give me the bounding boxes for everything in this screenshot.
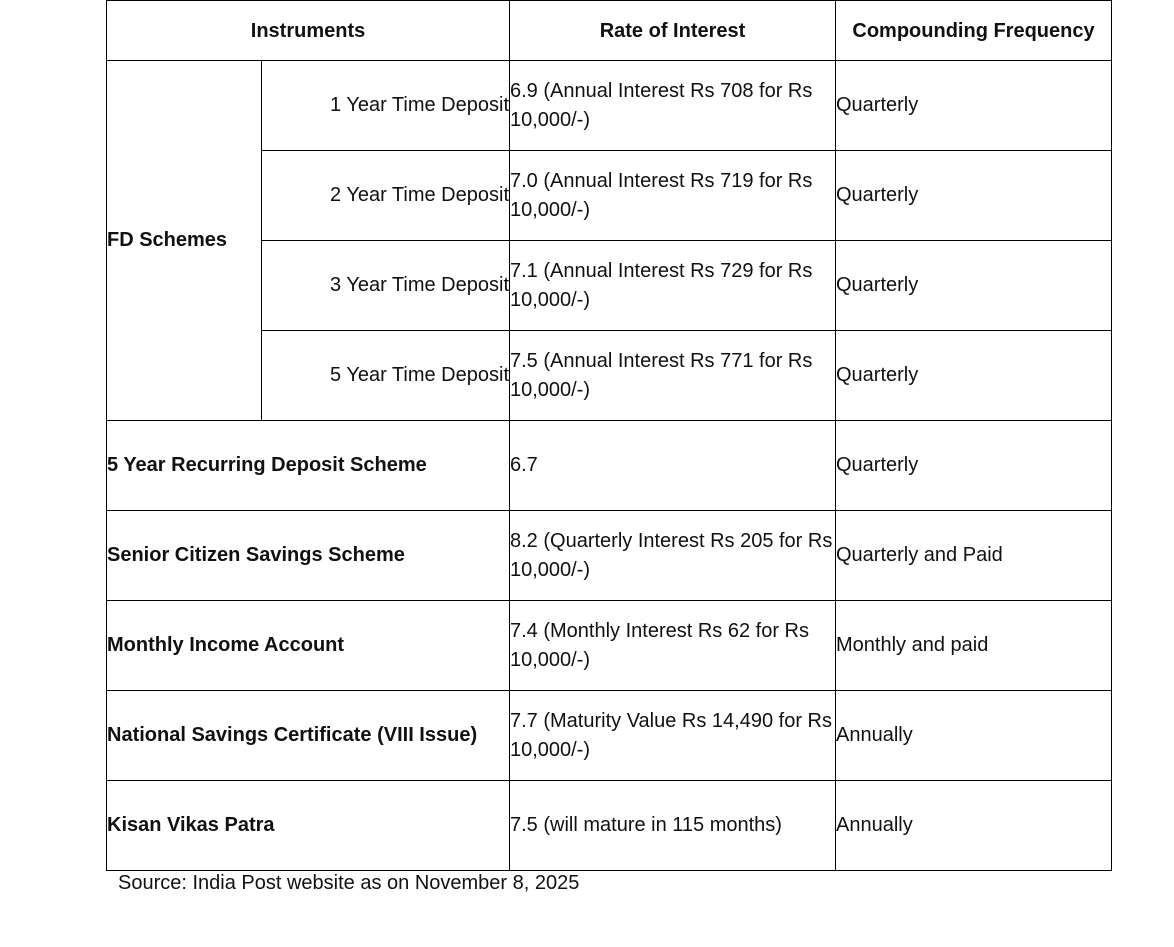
compounding-frequency: Quarterly (836, 241, 1112, 331)
interest-rate: 7.0 (Annual Interest Rs 719 for Rs 10,000/-) (510, 151, 836, 241)
table-row (107, 421, 1112, 511)
interest-rate: 6.7 (510, 421, 836, 511)
compounding-frequency: Quarterly (836, 61, 1112, 151)
table-row (107, 691, 1112, 781)
instrument-name: 5 Year Recurring Deposit Scheme (107, 421, 510, 511)
interest-rates-table (106, 0, 1112, 871)
table-row (107, 781, 1112, 871)
instrument-name: National Savings Certificate (VIII Issue) (107, 691, 510, 781)
fd-schemes-label: FD Schemes (107, 61, 262, 421)
interest-rate: 7.5 (will mature in 115 months) (510, 781, 836, 871)
interest-rate: 6.9 (Annual Interest Rs 708 for Rs 10,000/-) (510, 61, 836, 151)
compounding-frequency: Quarterly (836, 151, 1112, 241)
interest-rate: 7.7 (Maturity Value Rs 14,490 for Rs 10,000/-) (510, 691, 836, 781)
compounding-frequency: Annually (836, 781, 1112, 871)
table-header-row (107, 1, 1112, 61)
header-compounding-frequency: Compounding Frequency (836, 1, 1112, 61)
table-row (107, 511, 1112, 601)
interest-rate: 7.5 (Annual Interest Rs 771 for Rs 10,000/-) (510, 331, 836, 421)
instrument-name: 5 Year Time Deposit (262, 331, 510, 421)
table-row (107, 601, 1112, 691)
compounding-frequency: Quarterly (836, 421, 1112, 511)
table-row (107, 61, 1112, 151)
interest-rate: 7.4 (Monthly Interest Rs 62 for Rs 10,000/-) (510, 601, 836, 691)
compounding-frequency: Quarterly (836, 331, 1112, 421)
interest-rate: 7.1 (Annual Interest Rs 729 for Rs 10,000/-) (510, 241, 836, 331)
compounding-frequency: Annually (836, 691, 1112, 781)
interest-rate: 8.2 (Quarterly Interest Rs 205 for Rs 10,000/-) (510, 511, 836, 601)
compounding-frequency: Quarterly and Paid (836, 511, 1112, 601)
instrument-name: Kisan Vikas Patra (107, 781, 510, 871)
instrument-name: Monthly Income Account (107, 601, 510, 691)
compounding-frequency: Monthly and paid (836, 601, 1112, 691)
instrument-name: 3 Year Time Deposit (262, 241, 510, 331)
source-note: Source: India Post website as on November 8, 2025 (118, 872, 580, 894)
instrument-name: 2 Year Time Deposit (262, 151, 510, 241)
instrument-name: 1 Year Time Deposit (262, 61, 510, 151)
instrument-name: Senior Citizen Savings Scheme (107, 511, 510, 601)
header-instruments: Instruments (107, 1, 510, 61)
header-rate-of-interest: Rate of Interest (510, 1, 836, 61)
